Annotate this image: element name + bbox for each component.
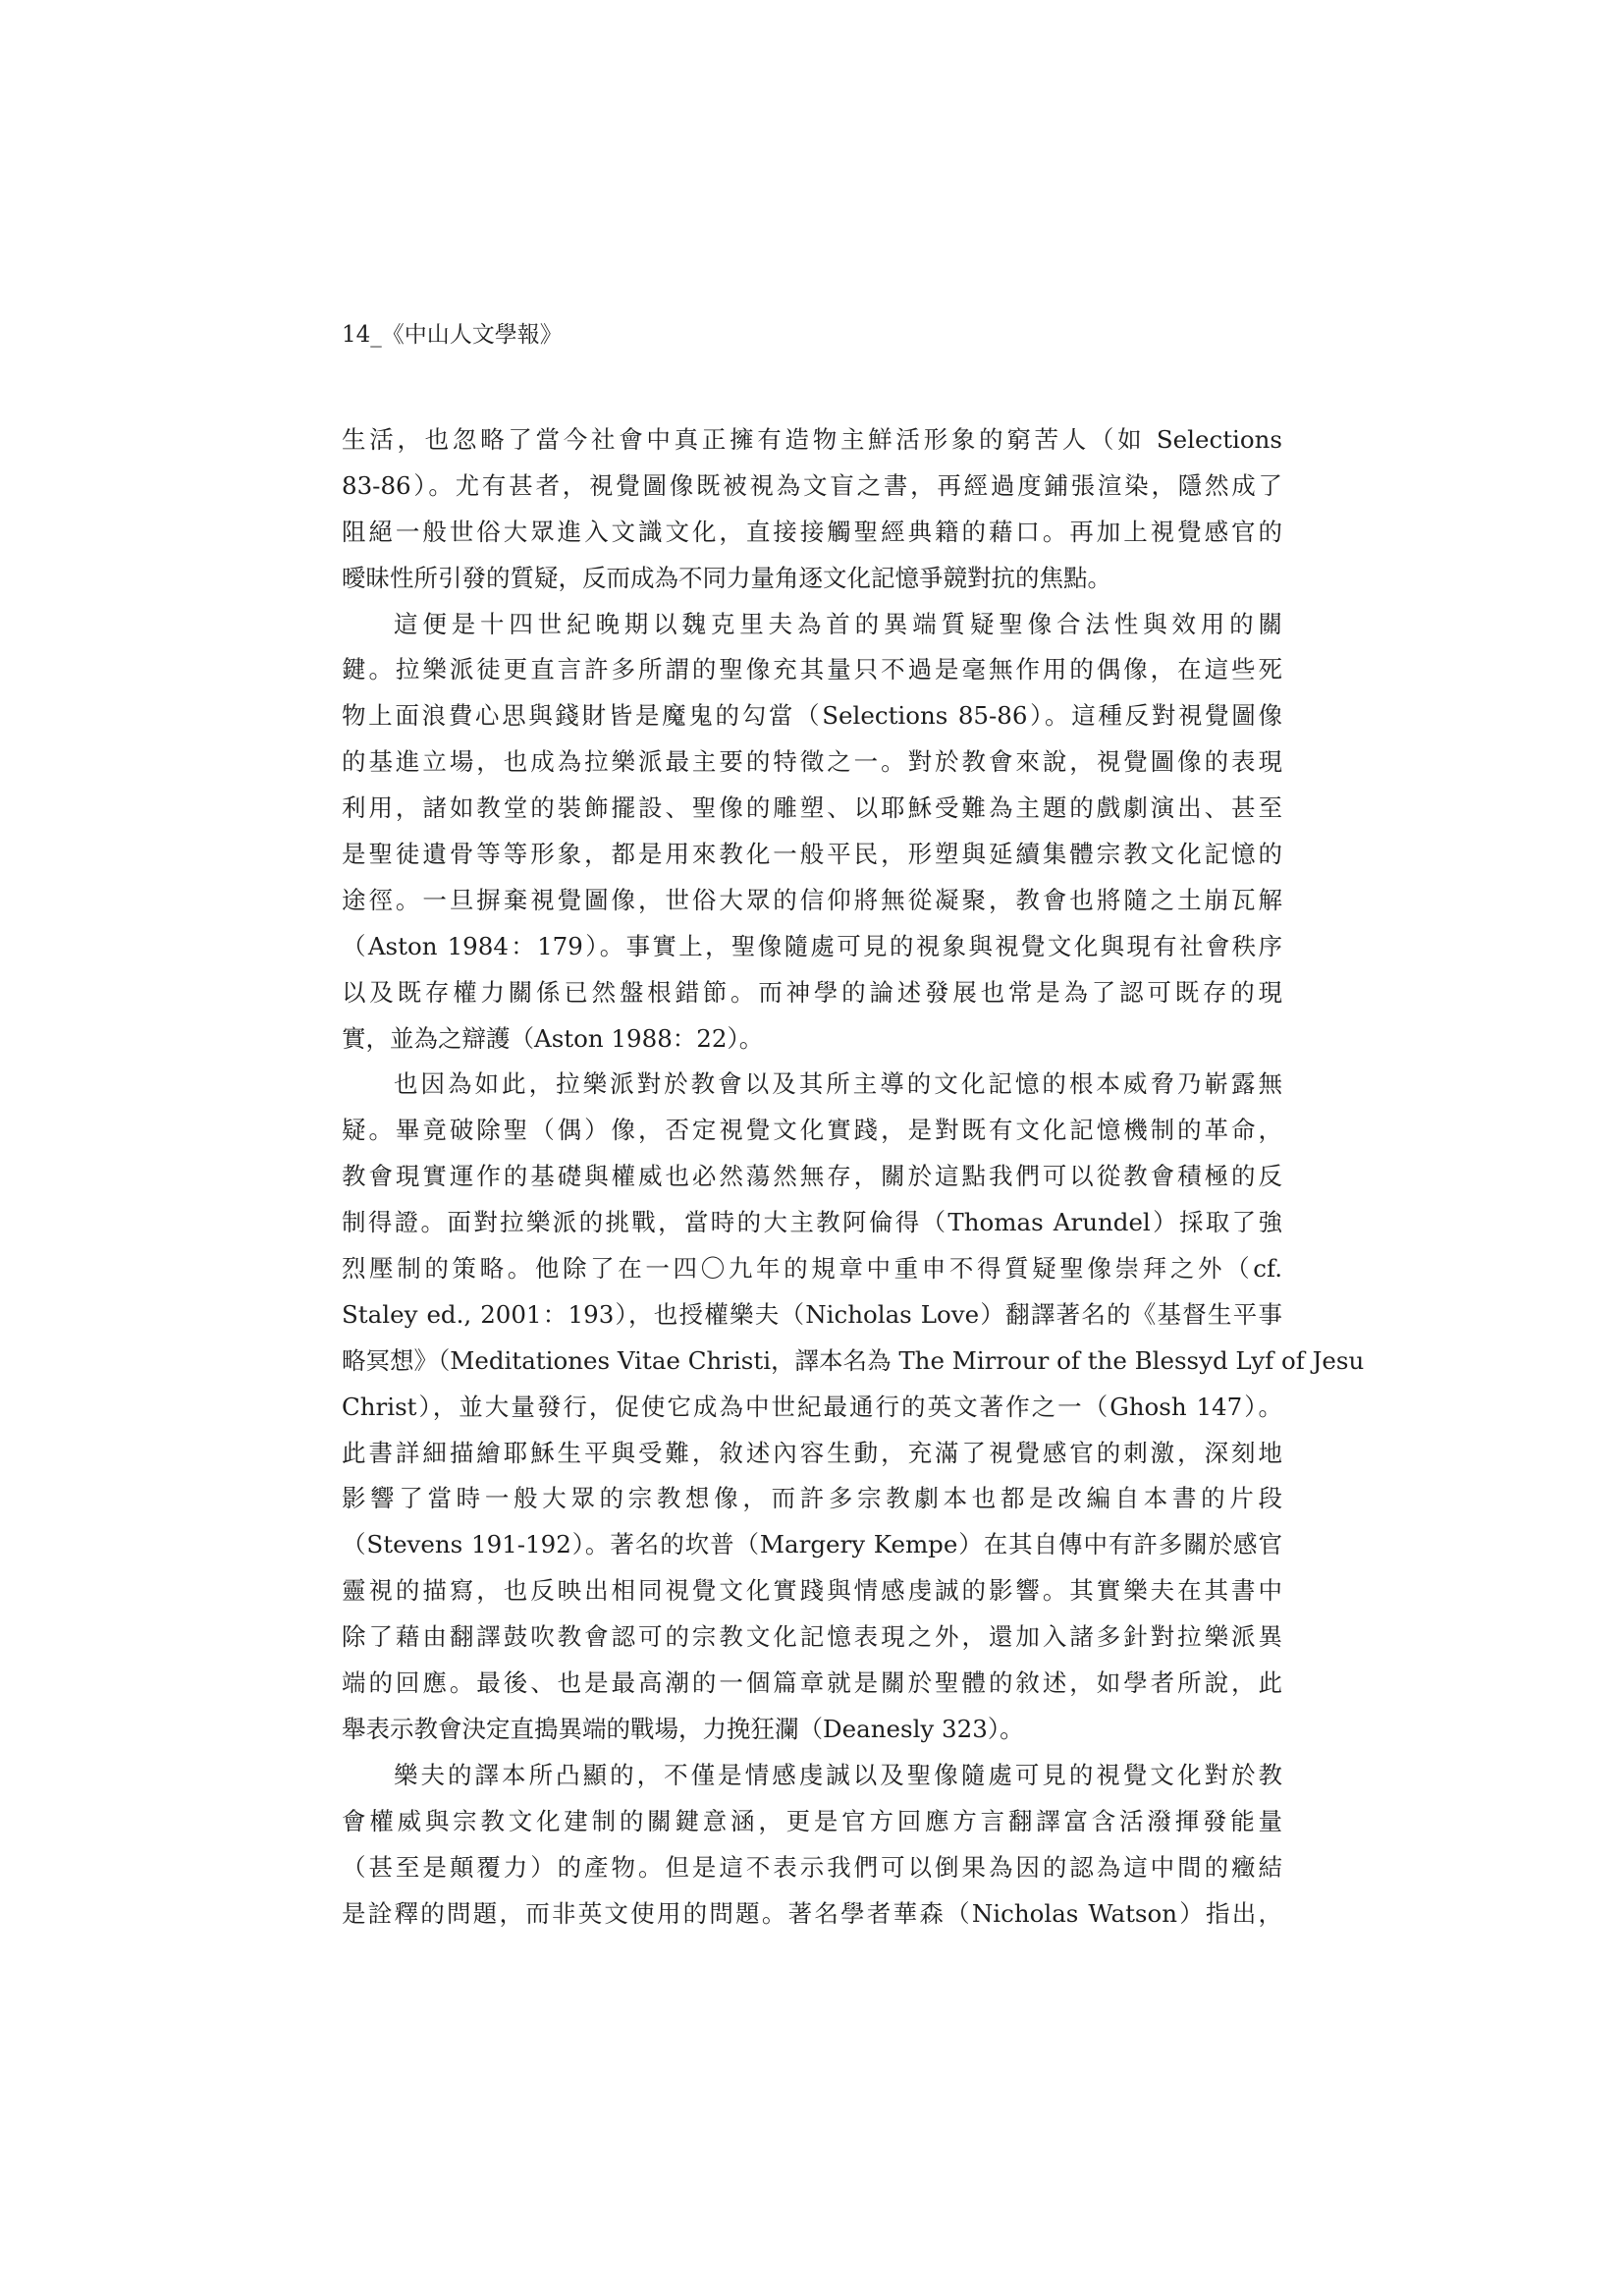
text-line: 生活，也忽略了當今社會中真正擁有造物主鮮活形象的窮苦人（如 Selections [342,425,1282,454]
text-line: 端的回應。最後、也是最高潮的一個篇章就是關於聖體的敘述，如學者所說，此 [342,1668,1282,1698]
text-line: 阻絕一般世俗大眾進入文識文化，直接接觸聖經典籍的藉口。再加上視覺感官的 [342,517,1282,546]
text-line: 疑。畢竟破除聖（偶）像，否定視覺文化實踐，是對既有文化記憶機制的革命， [342,1116,1282,1145]
text-line: 83-86）。尤有甚者，視覺圖像既被視為文盲之書，再經過度鋪張渲染，隱然成了 [342,470,1282,500]
text-line: 是詮釋的問題，而非英文使用的問題。著名學者華森（Nicholas Watson）指出， [342,1898,1282,1928]
text-line: 途徑。一旦摒棄視覺圖像，世俗大眾的信仰將無從凝聚，教會也將隨之土崩瓦解 [342,885,1282,914]
text-line: 物上面浪費心思與錢財皆是魔鬼的勾當（Selections 85-86）。這種反對視覺圖像 [342,701,1282,731]
text-line: 鍵。拉樂派徒更直言許多所謂的聖像充其量只不過是毫無作用的偶像，在這些死 [342,655,1282,684]
text-line: Staley ed., 2001：193），也授權樂夫（Nicholas Love）翻譯著名的《基督生平事 [342,1299,1282,1329]
text-line: 這便是十四世紀晚期以魏克里夫為首的異端質疑聖像合法性與效用的關 [394,609,1282,638]
text-line: 會權威與宗教文化建制的關鍵意涵，更是官方回應方言翻譯富含活潑揮發能量 [342,1806,1282,1835]
text-line: （甚至是顛覆力）的產物。但是這不表示我們可以倒果為因的認為這中間的癥結 [342,1852,1282,1882]
paragraph-3 [342,1062,1365,1752]
text-line: 教會現實運作的基礎與權威也必然蕩然無存，關於這點我們可以從教會積極的反 [342,1162,1282,1191]
text-line: 此書詳細描繪耶穌生平與受難，敘述內容生動，充滿了視覺感官的刺激，深刻地 [342,1438,1282,1467]
text-line: 以及既存權力關係已然盤根錯節。而神學的論述發展也常是為了認可既存的現 [342,977,1282,1007]
text-line: 烈壓制的策略。他除了在一四〇九年的規章中重申不得質疑聖像崇拜之外（cf. [342,1254,1282,1284]
text-line: 也因為如此，拉樂派對於教會以及其所主導的文化記憶的根本威脅乃嶄露無 [394,1069,1282,1099]
text-line: 實，並為之辯護（Aston 1988：22）。 [342,1023,764,1053]
paragraph-4 [342,1753,1282,1938]
text-line: 靈視的描寫，也反映出相同視覺文化實踐與情感虔誠的影響。其實樂夫在其書中 [342,1576,1282,1606]
text-line: 樂夫的譯本所凸顯的，不僅是情感虔誠以及聖像隨處可見的視覺文化對於教 [394,1760,1282,1789]
text-line: （Aston 1984：179）。事實上，聖像隨處可見的視象與視覺文化與現有社會秩序 [342,931,1282,960]
text-line: 舉表示教會決定直搗異端的戰場，力挽狂瀾（Deanesly 323）。 [342,1714,1024,1743]
paragraph-2 [342,602,1282,1063]
text-line: 影響了當時一般大眾的宗教想像，而許多宗教劇本也都是改編自本書的片段 [342,1484,1282,1513]
text-line: 的基進立場，也成為拉樂派最主要的特徵之一。對於教會來說，視覺圖像的表現 [342,747,1282,777]
text-line: （Stevens 191-192）。著名的坎普（Margery Kempe）在其自傳中有許多關於感官 [342,1530,1282,1559]
text-line: 制得證。面對拉樂派的挑戰，當時的大主教阿倫得（Thomas Arundel）採取了強 [342,1208,1282,1237]
text-line: Christ），並大量發行，促使它成為中世紀最通行的英文著作之一（Ghosh 147）。 [342,1392,1282,1421]
text-line: 利用，諸如教堂的裝飾擺設、聖像的雕塑、以耶穌受難為主題的戲劇演出、甚至 [342,793,1282,823]
text-line: 是聖徒遺骨等等形象，都是用來教化一般平民，形塑與延續集體宗教文化記憶的 [342,840,1282,869]
text-line: 略冥想》（Meditationes Vitae Christi，譯本名為 The Mirrour of the Blessyd Lyf of Jesu [342,1345,1365,1375]
body-text [342,417,1365,1937]
paragraph-1 [342,417,1282,602]
text-line: 曖昧性所引發的質疑，反而成為不同力量角逐文化記憶爭競對抗的焦點。 [342,563,1111,592]
text-line: 除了藉由翻譯鼓吹教會認可的宗教文化記憶表現之外，還加入諸多針對拉樂派異 [342,1622,1282,1652]
running-header: 14_《中山人文學報》 [342,322,563,348]
